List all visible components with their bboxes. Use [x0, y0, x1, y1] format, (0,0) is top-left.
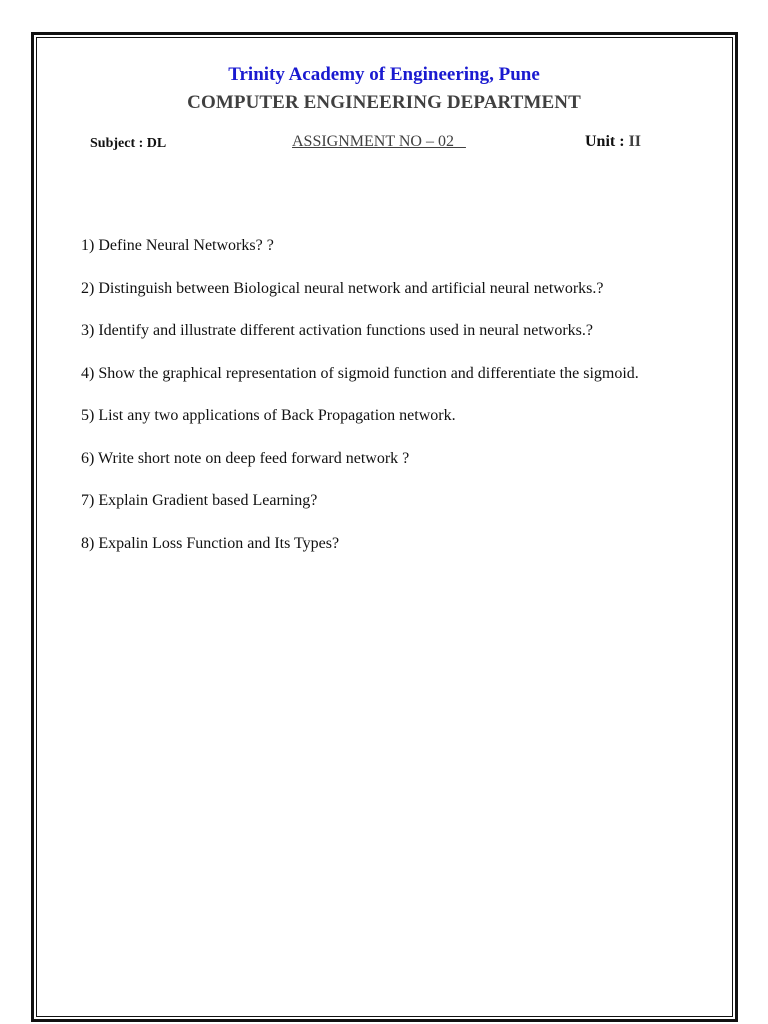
question-item: 4) Show the graphical representation of sigmoid function and differentiate the sigmoid.: [81, 364, 639, 382]
question-item: 3) Identify and illustrate different activation functions used in neural networks.?: [81, 322, 593, 339]
question-item: 5) List any two applications of Back Propagation network.: [81, 407, 456, 424]
college-name: Trinity Academy of Engineering, Pune: [228, 64, 540, 85]
department-name: COMPUTER ENGINEERING DEPARTMENT: [187, 92, 581, 113]
unit-value: II: [628, 133, 642, 150]
question-list: [81, 236, 681, 576]
question-item: 8) Expalin Loss Function and Its Types?: [81, 534, 340, 552]
question-item: 7) Explain Gradient based Learning?: [81, 492, 318, 509]
unit-label-text: Unit :: [585, 133, 629, 150]
subject-label: Subject : DL: [90, 136, 167, 151]
assignment-number: ASSIGNMENT NO – 02: [292, 133, 466, 150]
unit-label: [585, 133, 641, 151]
question-item: 6) Write short note on deep feed forward network ?: [81, 449, 410, 467]
question-item: 1) Define Neural Networks? ?: [81, 237, 274, 254]
question-item: 2) Distinguish between Biological neural network and artificial neural networks.?: [81, 279, 604, 297]
